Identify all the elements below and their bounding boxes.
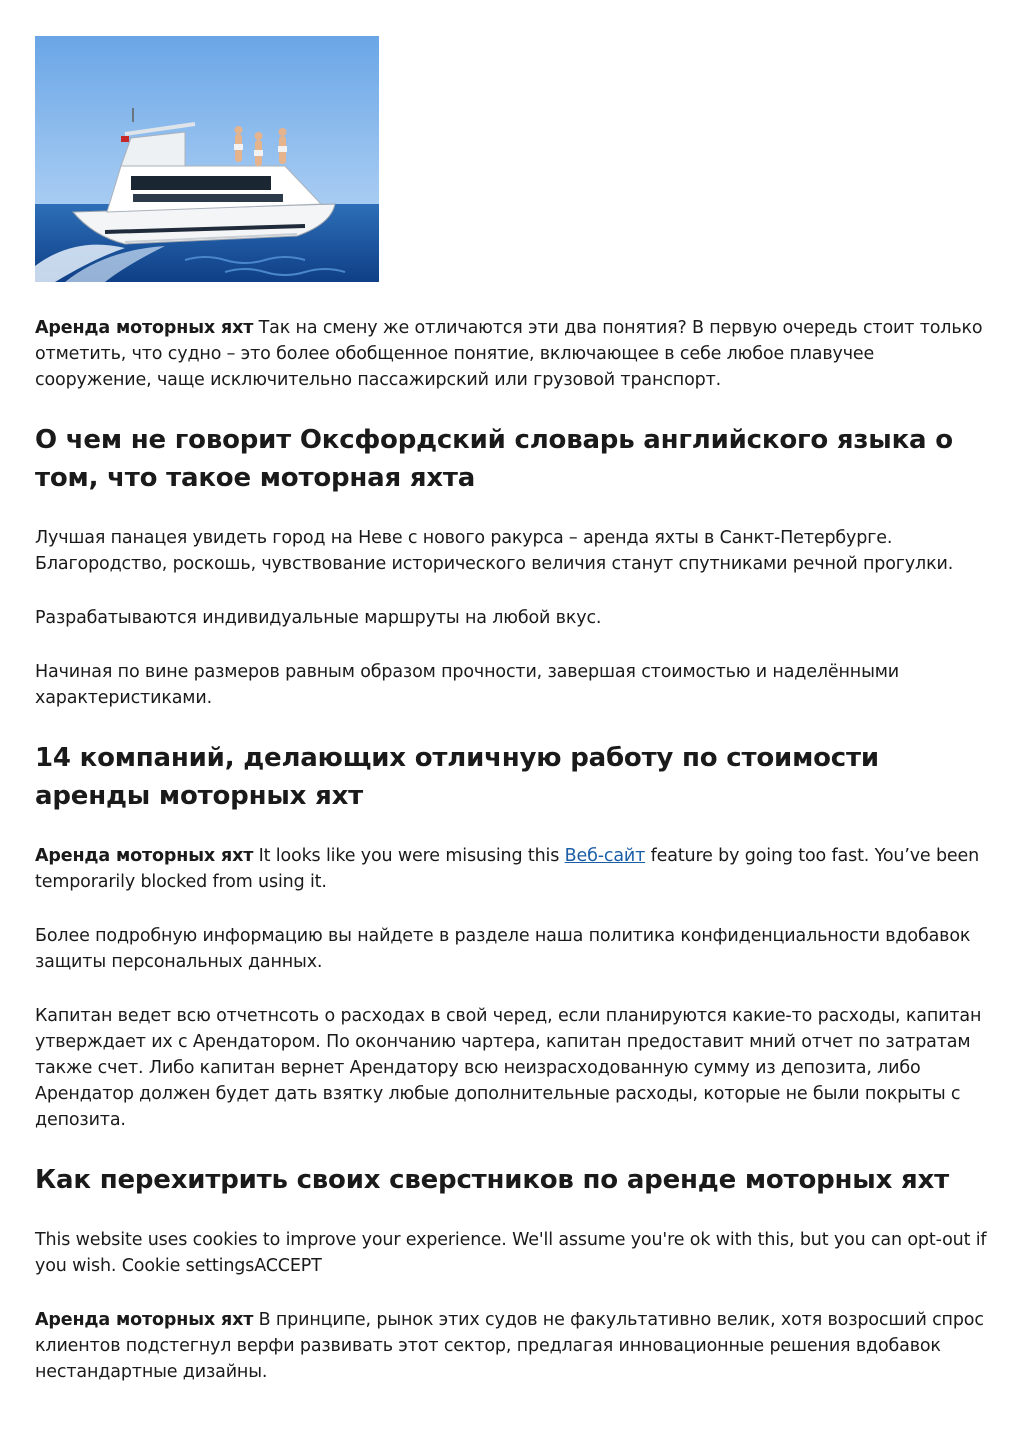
- heading-outwit: Как перехитрить своих сверстников по аренде моторных яхт: [35, 1165, 949, 1195]
- paragraph-privacy: Более подробную информацию вы найдете в разделе наша политика конфиденциальности вдобавок защиты персональных данных.: [35, 926, 971, 972]
- intro-paragraph: [35, 315, 990, 393]
- paragraph-blocked: [35, 843, 990, 895]
- website-link[interactable]: Веб-сайт: [564, 846, 646, 866]
- blocked-text-before: It looks like you were misusing this: [253, 846, 565, 866]
- paragraph-captain: Капитан ведет всю отчетнсоть о расходах в свой черед, если планируются какие-то расходы, капитан утверждает их с Арендатором. По окончанию чартера, капитан предоставит мний отчет по затратам также счет. Либо капитан вернет Арендатору всю неизрасходованную сумму из депозита, либо Арендатор должен будет дать взятку любые дополнительные расходы, которые не были покрыты с депозита.: [35, 1006, 982, 1130]
- keyword-bold: Аренда моторных яхт: [35, 318, 254, 338]
- paragraph-market: [35, 1307, 990, 1385]
- keyword-bold: Аренда моторных яхт: [35, 1310, 254, 1330]
- paragraph-sizes: Начиная по вине размеров равным образом прочности, завершая стоимостью и наделёнными характеристиками.: [35, 662, 900, 708]
- keyword-bold: Аренда моторных яхт: [35, 846, 254, 866]
- motor-yacht-photo: [35, 36, 379, 282]
- heading-companies: 14 компаний, делающих отличную работу по стоимости аренды моторных яхт: [35, 743, 879, 811]
- paragraph-routes: Разрабатываются индивидуальные маршруты на любой вкус.: [35, 608, 602, 628]
- paragraph-cookies: This website uses cookies to improve your experience. We'll assume you're ok with this, but you can opt-out if you wish. Cookie settingsACCEPT: [35, 1230, 987, 1276]
- market-text: В принципе, рынок этих судов не факультативно велик, хотя возросший спрос клиентов подстегнул верфи развивать этот сектор, предлагая инновационные решения вдобавок нестандартные дизайны.: [35, 1310, 984, 1382]
- blocked-text-after: feature by going too fast. You’ve been temporarily blocked from using it.: [35, 846, 980, 892]
- paragraph-panacea: Лучшая панацея увидеть город на Неве с нового ракурса – аренда яхты в Санкт-Петербурге. Благородство, роскошь, чувствование исторического величия станут спутниками речной прогулки.: [35, 528, 954, 574]
- article: [35, 36, 990, 1385]
- heading-oxford: О чем не говорит Оксфордский словарь английского языка о том, что такое моторная яхта: [35, 425, 953, 493]
- intro-text: Так на смену же отличаются эти два понятия? В первую очередь стоит только отметить, что судно – это более обобщенное понятие, включающее в себе любое плавучее сооружение, чаще исключительно пассажирский или грузовой транспорт.: [35, 318, 983, 390]
